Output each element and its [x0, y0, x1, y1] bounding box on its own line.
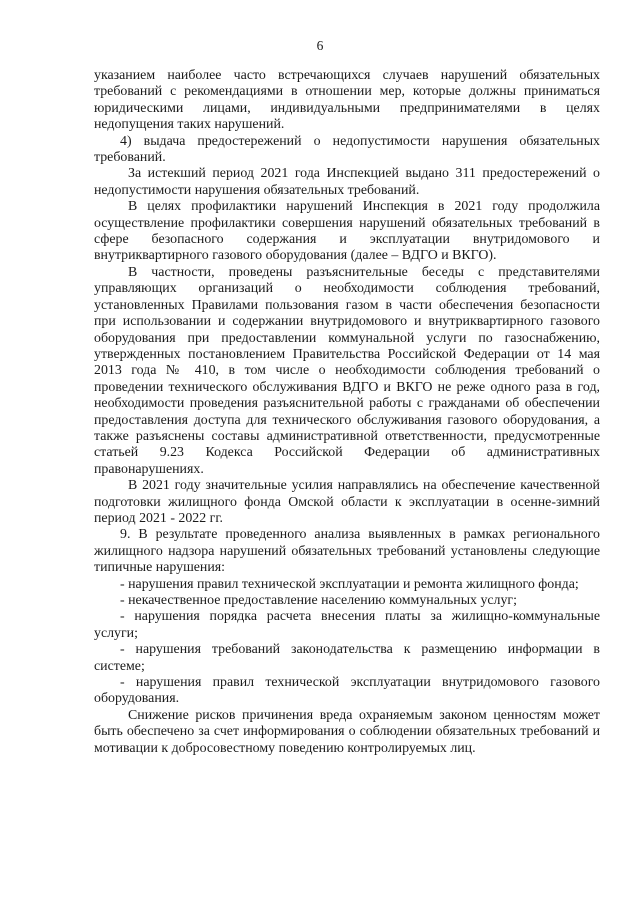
list-item-violation: - некачественное предоставление населению коммунальных услуг;: [120, 593, 517, 608]
paragraph-warnings-count: За истекший период 2021 года Инспекцией выдано 311 предостережений о недопустимости нарушения обязательных требований.: [94, 166, 600, 198]
page-number: 6: [316, 38, 324, 53]
document-body: [94, 68, 600, 757]
list-item-violation: - нарушения правил технической эксплуатации и ремонта жилищного фонда;: [120, 576, 579, 592]
paragraph-winter-preparation: В 2021 году значительные усилия направлялись на обеспечение качественной подготовки жилищного фонда Омской области к эксплуатации в осенне-зимний период 2021 - 2022 гг.: [94, 478, 600, 526]
paragraph-prevention: В целях профилактики нарушений Инспекция в 2021 году продолжила осуществление профилактики совершения нарушений обязательных требований в сфере безопасного содержания и эксплуатации внутридомового и внутриквартирного газового оборудования (далее – ВДГО и ВКГО).: [94, 199, 600, 264]
list-item-4: 4) выдача предостережений о недопустимости нарушения обязательных требований.: [94, 133, 600, 166]
paragraph-item-9: 9. В результате проведенного анализа выявленных в рамках регионального жилищного надзора нарушений обязательных требований установлены следующие типичные нарушения:: [94, 527, 600, 576]
list-item-violation: - нарушения правил технической эксплуатации внутридомового газового оборудования.: [94, 675, 600, 707]
paragraph-risk-reduction: Снижение рисков причинения вреда охраняемым законом ценностям может быть обеспечено за счет информирования о соблюдении обязательных требований и мотивации к добросовестному поведению контролируемых лиц.: [94, 707, 600, 756]
paragraph-continuation: указанием наиболее часто встречающихся случаев нарушений обязательных требований с рекомендациями в отношении мер, которые должны приниматься юридическими лицами, индивидуальными предпринимателями в целях недопущения таких нарушений.: [94, 68, 600, 133]
list-item-violation: - нарушения порядка расчета внесения платы за жилищно-коммунальные услуги;: [94, 609, 600, 641]
paragraph-explanatory-talks: В частности, проведены разъяснительные беседы с представителями управляющих организаций о необходимости соблюдения требований, установленных Правилами пользования газом в части обеспечения безопасности при использовании и содержании внутридомового и внутриквартирного газового оборудования при предоставлении коммунальной услуги по газоснабжению, утвержденных постановлением Правительства Российской Федерации от 14 мая 2013 года № 410, в том числе о необходимости соблюдения требований о проведении технического обслуживания ВДГО и ВКГО не реже одного раза в год, необходимости проведения разъяснительной работы с гражданами об обеспечении предоставления доступа для технического обслуживания газового оборудования, а также разъяснены составы административной ответственности, предусмотренные статьей 9.23 Кодекса Российской Федерации об административных правонарушениях.: [94, 264, 600, 477]
list-item-violation: - нарушения требований законодательства к размещению информации в системе;: [94, 642, 600, 674]
